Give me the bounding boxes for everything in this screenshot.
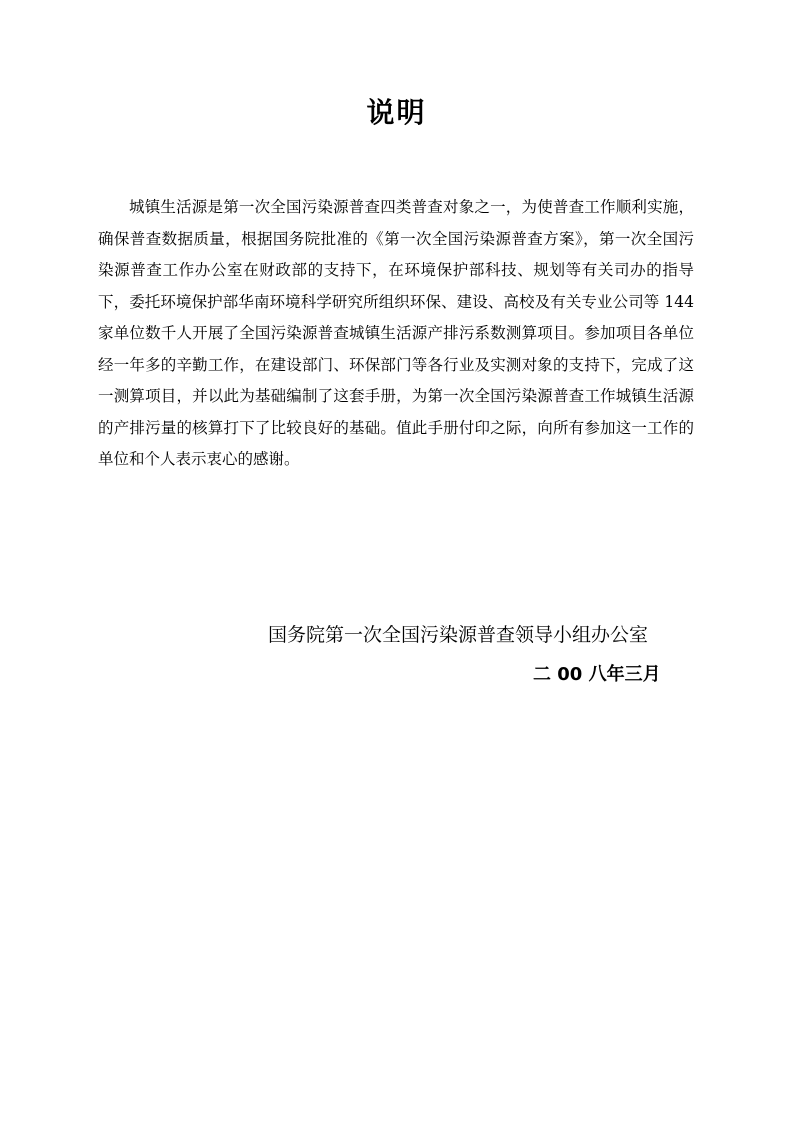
body-paragraph: 城镇生活源是第一次全国污染源普查四类普查对象之一，为使普查工作顺利实施，确保普查数据质量，根据国务院批准的《第一次全国污染源普查方案》，第一次全国污染源普查工作办公室在财政部的支持下，在环境保护部科技、规划等有关司办的指导下，委托环境保护部华南环境科学研究所组织环保、建设、高校及有关专业公司等 144 家单位数千人开展了全国污染源普查城镇生活源产排污系数测算项目。参加项目各单位经一年多的辛勤工作，在建设部门、环保部门等各行业及实测对象的支持下，完成了这一测算项目，并以此为基础编制了这套手册，为第一次全国污染源普查工作城镇生活源的产排污量的核算打下了比较良好的基础。值此手册付印之际，向所有参加这一工作的单位和个人表示衷心的感谢。 <box>98 198 694 468</box>
signature-date: 二 00 八年三月 <box>533 664 661 685</box>
page-title: 说明 <box>366 96 427 129</box>
signature-organization: 国务院第一次全国污染源普查领导小组办公室 <box>268 624 649 646</box>
